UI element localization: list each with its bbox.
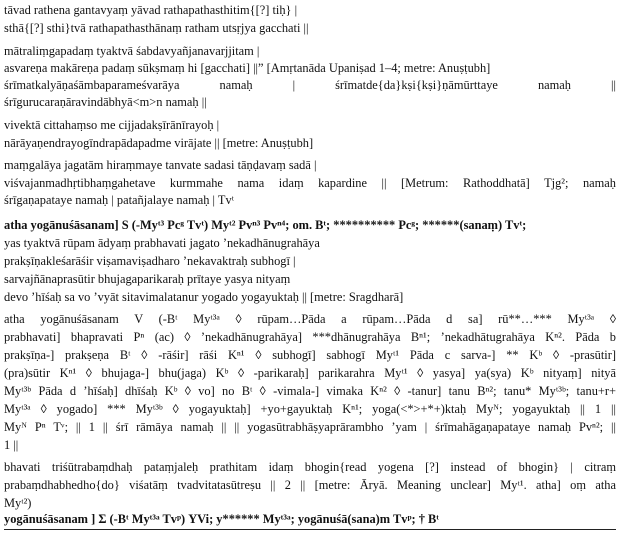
text-line: bhavati triśūtrabaṃdhaḥ pataṃjaleḥ prathitam idaṃ bhogin{read yogena [?] instead of bhogin} | citraṃ: [4, 460, 616, 474]
text-line: vivektā cittahaṃso me cijjadakṣīrānīrayoḥ |: [4, 118, 220, 132]
section-heading: yogānuśāsanam ] Σ (-Bᵗ Myᵗ³ᵃ Tvᵖ) YVi; y****** Myᵗ³ᵃ; yogānuśā(sana)m Tvᵖ; † Bᵗ: [4, 512, 439, 526]
text-line: asvareṇa makāreṇa padaṃ sūkṣmaṃ hi [gacchati] ||” [Amṛtanāda Upaniṣad 1–4; metre: Anuṣṭubh]: [4, 61, 491, 75]
text-line: Myᵗ²): [4, 496, 32, 510]
apparatus-line: Myᴺ Pⁿ Tᵛ; || 1 || śrī rāmāya namaḥ || || yogasūtrabhāṣyaprārambho ’yam | śrīmahāgaṇapataye namaḥ Pvⁿ²; ||: [4, 420, 616, 434]
apparatus-line: (pra)sūtir Kⁿ¹ ◊ bhujaga-] bhu(jaga) Kᵇ ◊ -parikaraḥ] parikarahra Myᵗ¹ ◊ yasya] ya(sya) Kᵇ nityaṃ] nityā: [4, 366, 616, 380]
text-line: nārāyaṇendrayogīndrapādapadme virājate || [metre: Anuṣṭubh]: [4, 136, 314, 150]
text-line: śrīgurucaraṇāravindābhyā<m>n namaḥ ||: [4, 95, 207, 109]
section-heading: atha yogānuśāsanam] S (-Myᵗ³ Pcᵍ Tvᵗ) Myᵗ² Pvⁿ³ Pvⁿ⁴; om. Bᵗ; ********** Pcᵍ; ******(sanaṃ) Tvᵗ;: [4, 218, 527, 232]
text-line: mātraliṃgapadaṃ tyaktvā śabdavyañjanavarjjitam |: [4, 44, 260, 58]
text-line: tāvad rathena gantavyaṃ yāvad rathapathasthitim{[?] tiḥ} |: [4, 3, 298, 17]
text-line: sthā{[?] sthi}tvā rathapathasthānaṃ ratham utsṛjya gacchati ||: [4, 21, 309, 35]
bottom-rule: [4, 529, 616, 530]
verse-line: devo ’hīśaḥ sa vo ’vyāt sitavimalatanur yogado yogayuktaḥ || [metre: Sragdharā]: [4, 290, 404, 304]
apparatus-line: prakṣīṇa-] prakṣeṇa Bᵗ ◊ -rāśir] rāśi Kⁿ¹ ◊ subhogī] sabhogī Myᵗ¹ Pāda c sarva-] ** Kᵇ ◊ -prasūtir]: [4, 348, 616, 362]
text-line: maṃgalāya jagatām hiraṃmaye tanvate sadasi tāṇḍavaṃ sadā |: [4, 158, 317, 172]
apparatus-line: Myᵗ³ᵃ ◊ yogado] *** Myᵗ³ᵇ ◊ yogayuktaḥ] +yo+gayuktaḥ Kⁿ¹; yoga(<*>+*+)ktaḥ Myᴺ; yogayuktaḥ || 1 ||: [4, 402, 616, 416]
text-line: prabaṃdhabhedho{do} viśatāṃ tvadvitatasūtreṣu || 2 || [metre: Āryā. Meaning unclear] Myᵗ¹. atha] oṃ atha: [4, 478, 616, 492]
text-line: śrīmatkalyāṇaśāmbaparameśvarāya namaḥ | śrīmatde{da}kṣi{kṣi}ṇāmūrttaye namaḥ ||: [4, 78, 616, 92]
apparatus-line: Myᵗ³ᵇ Pāda d ’hīśaḥ] dhīśaḥ Kᵇ ◊ vo] no Bᵗ ◊ -vimala-] vimaka Kⁿ² ◊ -tanur] tanu Bⁿ²; tanu* Myᵗ³ᵇ; tanu+r+: [4, 384, 616, 398]
text-line: viśvajanmadhṛtibhaṃgahetave kurmmahe nama idaṃ kapardine || [Metrum: Rathoddhatā] Tjg²; namaḥ: [4, 176, 616, 190]
apparatus-line: prabhavati] bhapravati Pⁿ (ac) ◊ ’nekadhānugrahāya] ***dhānugrahāya Bⁿ¹; ’nekadhātugrahāya Kⁿ². Pāda b: [4, 330, 616, 344]
verse-line: prakṣīṇakleśarāśir viṣamaviṣadharo ’nekavaktraḥ subhogī |: [4, 254, 296, 268]
text-line: śrīgaṇapataye namaḥ | patañjalaye namaḥ | Tvᵗ: [4, 193, 235, 207]
apparatus-line: atha yogānuśāsanam V (-Bᵗ Myᵗ³ᵃ ◊ rūpam…Pāda a rūpam…Pāda d sa] rū**…*** Myᵗ³ᵃ ◊: [4, 312, 616, 326]
apparatus-line: 1 ||: [4, 438, 19, 452]
verse-line: yas tyaktvā rūpam ādyaṃ prabhavati jagato ’nekadhānugrahāya: [4, 236, 320, 250]
verse-line: sarvajñānaprasūtir bhujagaparikaraḥ prītaye yasya nityaṃ: [4, 272, 291, 286]
